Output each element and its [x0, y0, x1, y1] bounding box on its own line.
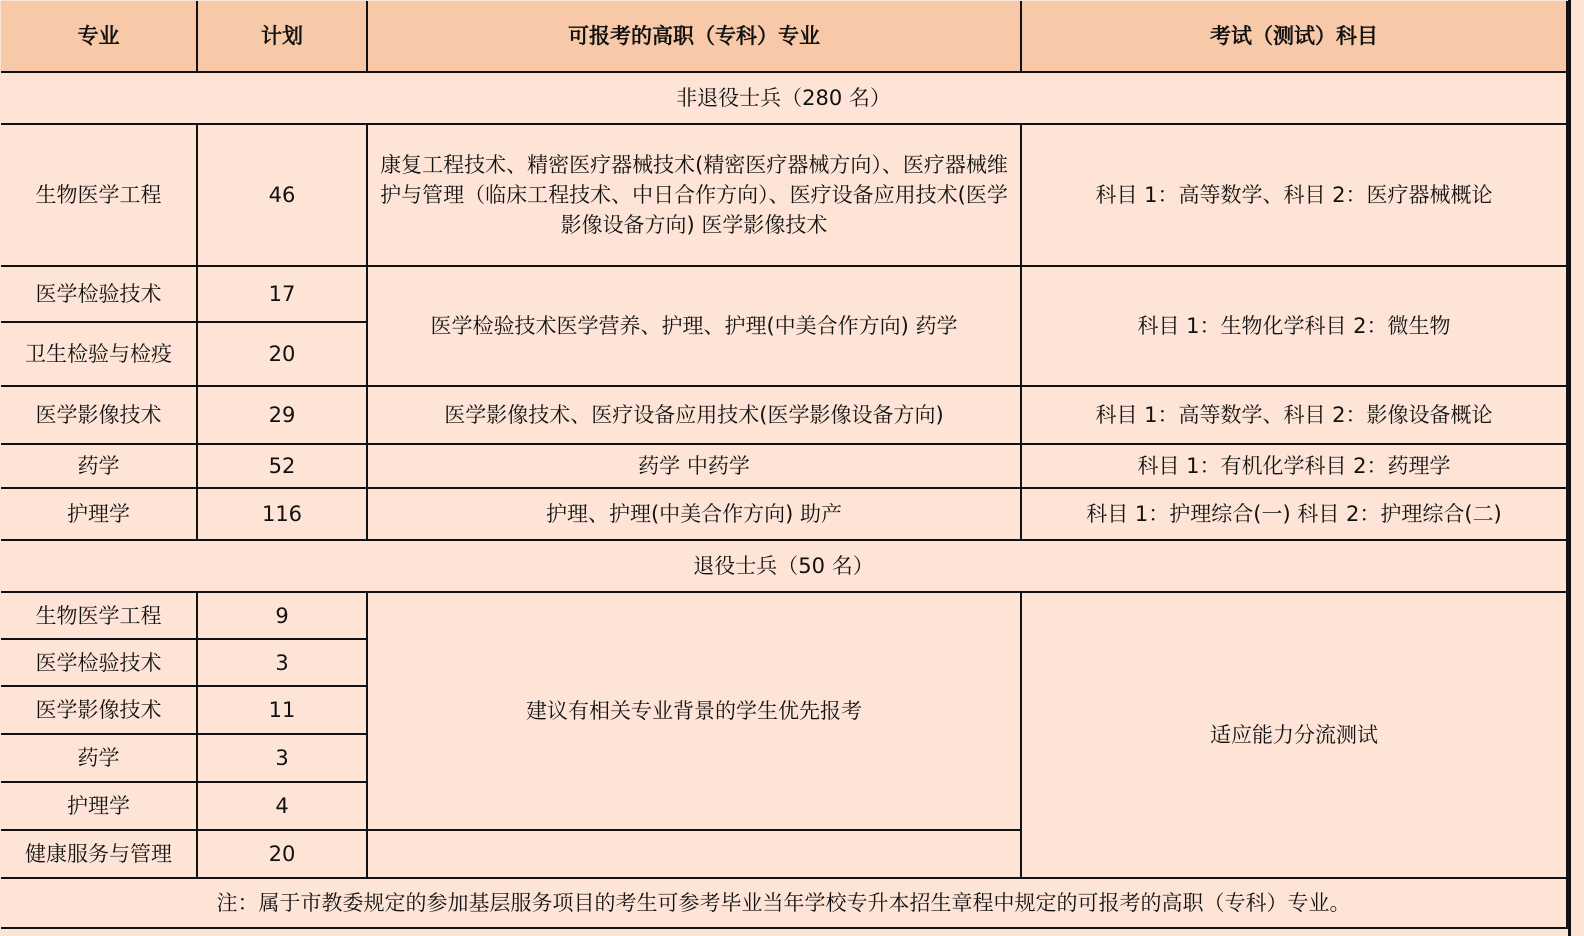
plan: 3	[197, 639, 367, 686]
plan: 116	[197, 488, 367, 540]
eligible: 医学影像技术、医疗设备应用技术(医学影像设备方向)	[367, 386, 1021, 444]
table-row	[1, 444, 1567, 488]
plan: 29	[197, 386, 367, 444]
table-row	[1, 386, 1567, 444]
major: 护理学	[1, 782, 197, 830]
plan: 52	[197, 444, 367, 488]
exam: 科目 1：高等数学、科目 2：医疗器械概论	[1021, 124, 1567, 266]
eligible: 药学 中药学	[367, 444, 1021, 488]
eligible: 建议有相关专业背景的学生优先报考	[367, 592, 1021, 830]
major: 医学检验技术	[1, 266, 197, 322]
major: 药学	[1, 734, 197, 782]
major: 护理学	[1, 488, 197, 540]
plan: 46	[197, 124, 367, 266]
plan: 11	[197, 686, 367, 734]
major: 医学影像技术	[1, 686, 197, 734]
major: 医学影像技术	[1, 386, 197, 444]
plan: 17	[197, 266, 367, 322]
major: 生物医学工程	[1, 124, 197, 266]
header-plan: 计划	[197, 1, 367, 72]
exam: 科目 1：高等数学、科目 2：影像设备概论	[1021, 386, 1567, 444]
section-title: 退役士兵（50 名）	[1, 540, 1567, 592]
empty-cell	[367, 830, 1021, 878]
major: 生物医学工程	[1, 592, 197, 639]
eligible: 医学检验技术医学营养、护理、护理(中美合作方向) 药学	[367, 266, 1021, 386]
major: 健康服务与管理	[1, 830, 197, 878]
plan: 20	[197, 322, 367, 386]
major: 药学	[1, 444, 197, 488]
exam: 适应能力分流测试	[1021, 592, 1567, 878]
right-edge	[1568, 0, 1584, 936]
header-row	[1, 1, 1567, 72]
exam: 科目 1：有机化学科目 2：药理学	[1021, 444, 1567, 488]
exam: 科目 1：生物化学科目 2：微生物	[1021, 266, 1567, 386]
exam: 科目 1：护理综合(一) 科目 2：护理综合(二)	[1021, 488, 1567, 540]
section-title: 非退役士兵（280 名）	[1, 72, 1567, 124]
eligible: 康复工程技术、精密医疗器械技术(精密医疗器械方向）、医疗器械维护与管理（临床工程技术、中日合作方向）、医疗设备应用技术(医学影像设备方向) 医学影像技术	[367, 124, 1021, 266]
table-row	[1, 488, 1567, 540]
plan: 3	[197, 734, 367, 782]
enrollment-plan-table	[1, 1, 1568, 929]
eligible: 护理、护理(中美合作方向) 助产	[367, 488, 1021, 540]
header-exam: 考试（测试）科目	[1021, 1, 1567, 72]
plan: 4	[197, 782, 367, 830]
major: 医学检验技术	[1, 639, 197, 686]
major: 卫生检验与检疫	[1, 322, 197, 386]
footnote: 注：属于市教委规定的参加基层服务项目的考生可参考毕业当年学校专升本招生章程中规定的可报考的高职（专科）专业。	[1, 878, 1567, 928]
plan: 20	[197, 830, 367, 878]
header-eligible: 可报考的高职（专科）专业	[367, 1, 1021, 72]
table-row	[1, 124, 1567, 266]
header-major: 专业	[1, 1, 197, 72]
plan: 9	[197, 592, 367, 639]
table-row	[1, 592, 1567, 639]
table-row	[1, 266, 1567, 322]
